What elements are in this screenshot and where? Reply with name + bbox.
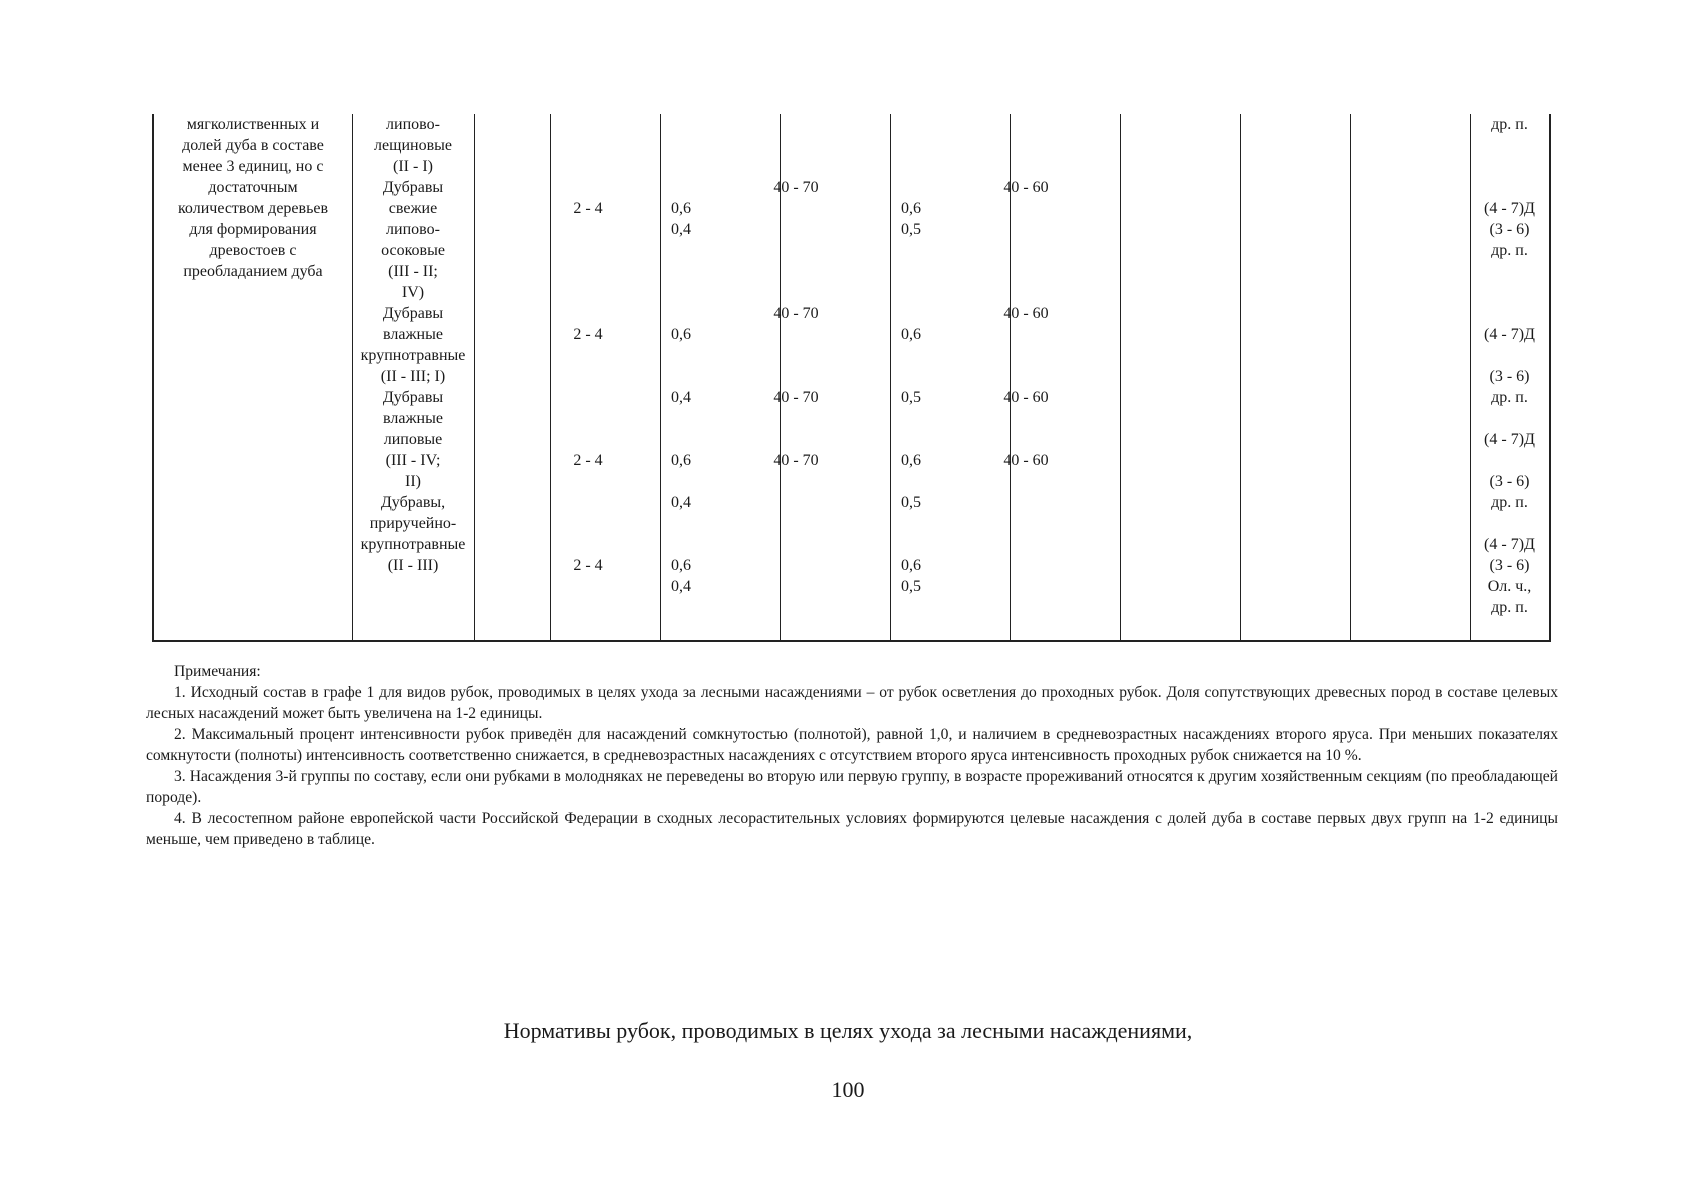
- table-cell: 0,4: [671, 494, 691, 511]
- table-cell: 0,6: [901, 452, 921, 469]
- target-composition-cell: др. п. (4 - 7)Д (3 - 6) др. п. (4 - 7)Д (3 - 6) др. п. (4 - 7)Д (3 - 6) др. п. (4 - 7)Д (3 - 6) Ол. ч., др. п.: [1484, 116, 1535, 616]
- table-cell: 40 - 60: [1003, 305, 1049, 322]
- table-cell: 0,6: [901, 326, 921, 343]
- table-cell: 40 - 70: [773, 389, 819, 406]
- table-cell: 0,4: [671, 578, 691, 595]
- table-cell: 0,5: [901, 221, 921, 238]
- notes-section: [146, 661, 1558, 850]
- table-cell: 40 - 60: [1003, 452, 1049, 469]
- table-cell: 0,6: [671, 200, 691, 217]
- column-divider: [474, 114, 475, 640]
- table-cell: 40 - 70: [773, 179, 819, 196]
- table-cell: 0,5: [901, 389, 921, 406]
- table-cell: 2 - 4: [573, 452, 603, 469]
- norms-table: [152, 114, 1551, 642]
- table-cell: 40 - 60: [1003, 179, 1049, 196]
- table-cell: 2 - 4: [573, 326, 603, 343]
- table-cell: 40 - 70: [773, 452, 819, 469]
- column-divider: [1549, 114, 1551, 640]
- table-cell: 0,6: [901, 200, 921, 217]
- column-divider: [1350, 114, 1351, 640]
- table-cell: 0,6: [671, 326, 691, 343]
- note-item: 1. Исходный состав в графе 1 для видов рубок, проводимых в целях ухода за лесными насаждениями – от рубок осветления до проходных рубок. Доля сопутствующих древесных пород в составе целевых лесных насаждений может быть увеличена на 1-2 единицы.: [146, 684, 1558, 722]
- column-divider: [1240, 114, 1241, 640]
- table-cell: 0,6: [901, 557, 921, 574]
- note-item: 4. В лесостепном районе европейской части Российской Федерации в сходных лесорастительных условиях формируются целевые насаждения с долей дуба в составе первых двух групп на 1-2 единицы меньше, чем приведено в таблице.: [146, 810, 1558, 848]
- page-number: 100: [831, 1077, 865, 1102]
- note-item: 2. Максимальный процент интенсивности рубок приведён для насаждений сомкнутостью (полнотой), равной 1,0, и наличием в средневозрастных насаждениях второго яруса. При меньших показателях сомкнутости (полноты) интенсивность соответственно снижается, в средневозрастных насаждениях с отсутствием второго яруса интенсивность проходных рубок снижается на 10 %.: [146, 726, 1558, 764]
- table-cell: 0,5: [901, 494, 921, 511]
- table-cell: 40 - 60: [1003, 389, 1049, 406]
- forest-type-cell: липово- лещиновые (II - I) Дубравы свежие липово- осоковые (III - II; IV) Дубравы влажные крупнотравные (II - III; I) Дубравы влажные липовые (III - IV; II) Дубравы, приручейно- крупнотравные (II - III): [360, 116, 466, 574]
- table-cell: 0,6: [671, 452, 691, 469]
- source-composition-cell: мягколиственных и долей дуба в составе менее 3 единиц, но с достаточным количеством деревьев для формирования древостоев с преобладанием дуба: [177, 116, 329, 280]
- table-cell: 2 - 4: [573, 200, 603, 217]
- table-cell: 0,4: [671, 221, 691, 238]
- notes-header: Примечания:: [174, 663, 261, 680]
- table-cell: 2 - 4: [573, 557, 603, 574]
- table-cell: 0,6: [671, 557, 691, 574]
- table-cell: 0,4: [671, 389, 691, 406]
- table-cell: 0,5: [901, 578, 921, 595]
- table-caption: Нормативы рубок, проводимых в целях ухода за лесными насаждениями,: [503, 1018, 1193, 1043]
- note-item: 3. Насаждения 3-й группы по составу, если они рубками в молодняках не переведены во вторую или первую группу, в возрасте прореживаний относятся к другим хозяйственным секциям (по преобладающей породе).: [146, 768, 1558, 806]
- table-cell: 40 - 70: [773, 305, 819, 322]
- column-divider: [1120, 114, 1121, 640]
